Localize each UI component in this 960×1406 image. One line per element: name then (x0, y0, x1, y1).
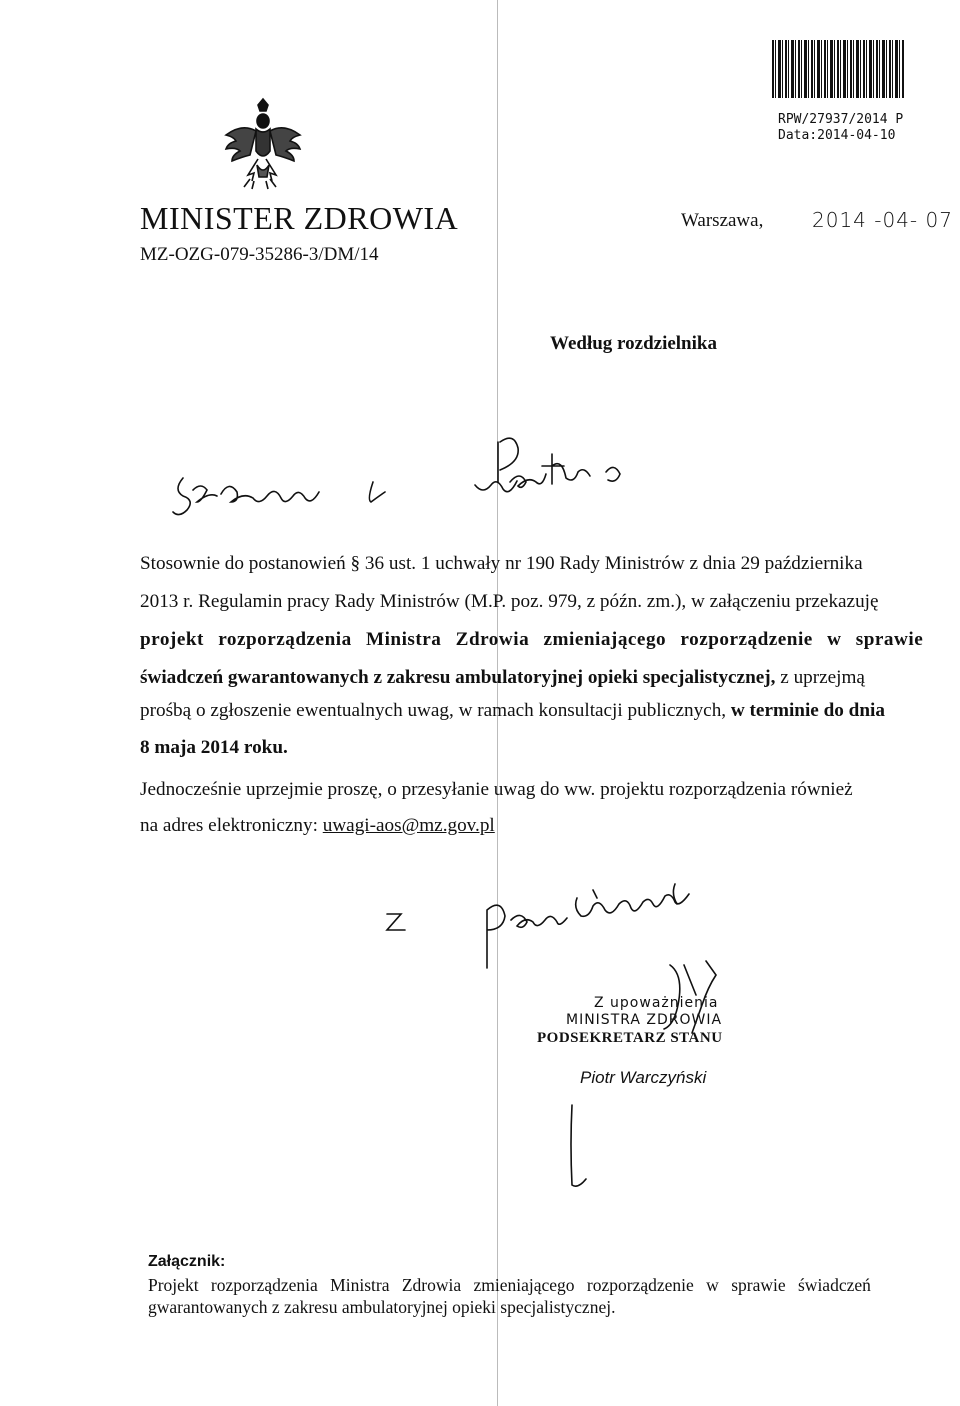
attachment-line-2: gwarantowanych z zakresu ambulatoryjnej opieki specjalistycznej. (148, 1297, 616, 1317)
polish-eagle-icon (220, 95, 306, 195)
attachment-heading: Załącznik: (148, 1253, 226, 1270)
body-line-6-deadline: 8 maja 2014 roku. (140, 737, 288, 758)
signature-mark (550, 1095, 610, 1195)
minister-title: MINISTER ZDROWIA (140, 200, 459, 236)
body-line-5-bold: w terminie do dnia (726, 700, 885, 721)
stamp-ministry: MINISTRA ZDROWIA (566, 1012, 723, 1028)
case-reference: MZ-OZG-079-35286-3/DM/14 (140, 244, 379, 265)
body-line-1: Stosownie do postanowień § 36 ust. 1 uchwały nr 190 Rady Ministrów z dnia 29 października (140, 553, 863, 574)
body-line-5 (140, 700, 885, 722)
attachment-line-1: Projekt rozporządzenia Ministra Zdrowia zmieniającego rozporządzenie w sprawie świadczeń (148, 1275, 871, 1295)
barcode-date-text: Data:2014-04-10 (778, 128, 896, 143)
body-line-4-tail: z uprzejmą (775, 667, 865, 688)
registration-barcode (768, 40, 908, 143)
body-line-4 (140, 667, 865, 689)
barcode-bars (772, 40, 904, 98)
recipient-line: Według rozdzielnika (550, 333, 717, 354)
body-line-5-plain: prośbą o zgłoszenie ewentualnych uwag, w ramach konsultacji publicznych, (140, 700, 727, 721)
email-prefix: na adres elektroniczny: (140, 815, 323, 836)
handwritten-salutation-second (480, 432, 630, 502)
stamp-authorization: Z upoważnienia (594, 995, 719, 1011)
body-line-2: 2013 r. Regulamin pracy Rady Ministrów (M.P. poz. 979, z późn. zm.), w załączeniu przekazuję (140, 591, 879, 612)
email-link[interactable]: uwagi-aos@mz.gov.pl (322, 815, 495, 836)
body-p2-line-2 (140, 815, 495, 837)
signer-name: Piotr Warczyński (580, 1068, 707, 1087)
date-stamp: 2014 -04- 07 (812, 208, 953, 232)
place-label: Warszawa, (681, 210, 764, 231)
body-line-4-bold: świadczeń gwarantowanych z zakresu ambulatoryjnej opieki specjalistycznej, (140, 667, 776, 688)
stamp-position: PODSEKRETARZ STANU (537, 1030, 723, 1046)
barcode-code-text: RPW/27937/2014 P (778, 112, 904, 127)
signature-stamp (537, 995, 770, 1055)
body-p2-line-1: Jednocześnie uprzejmie proszę, o przesyłanie uwag do ww. projektu rozporządzenia również (140, 779, 853, 800)
body-line-3: projekt rozporządzenia Ministra Zdrowia zmieniającego rozporządzenie w sprawie (140, 629, 924, 650)
handwritten-signature (630, 965, 740, 1055)
handwritten-closing (375, 880, 775, 970)
